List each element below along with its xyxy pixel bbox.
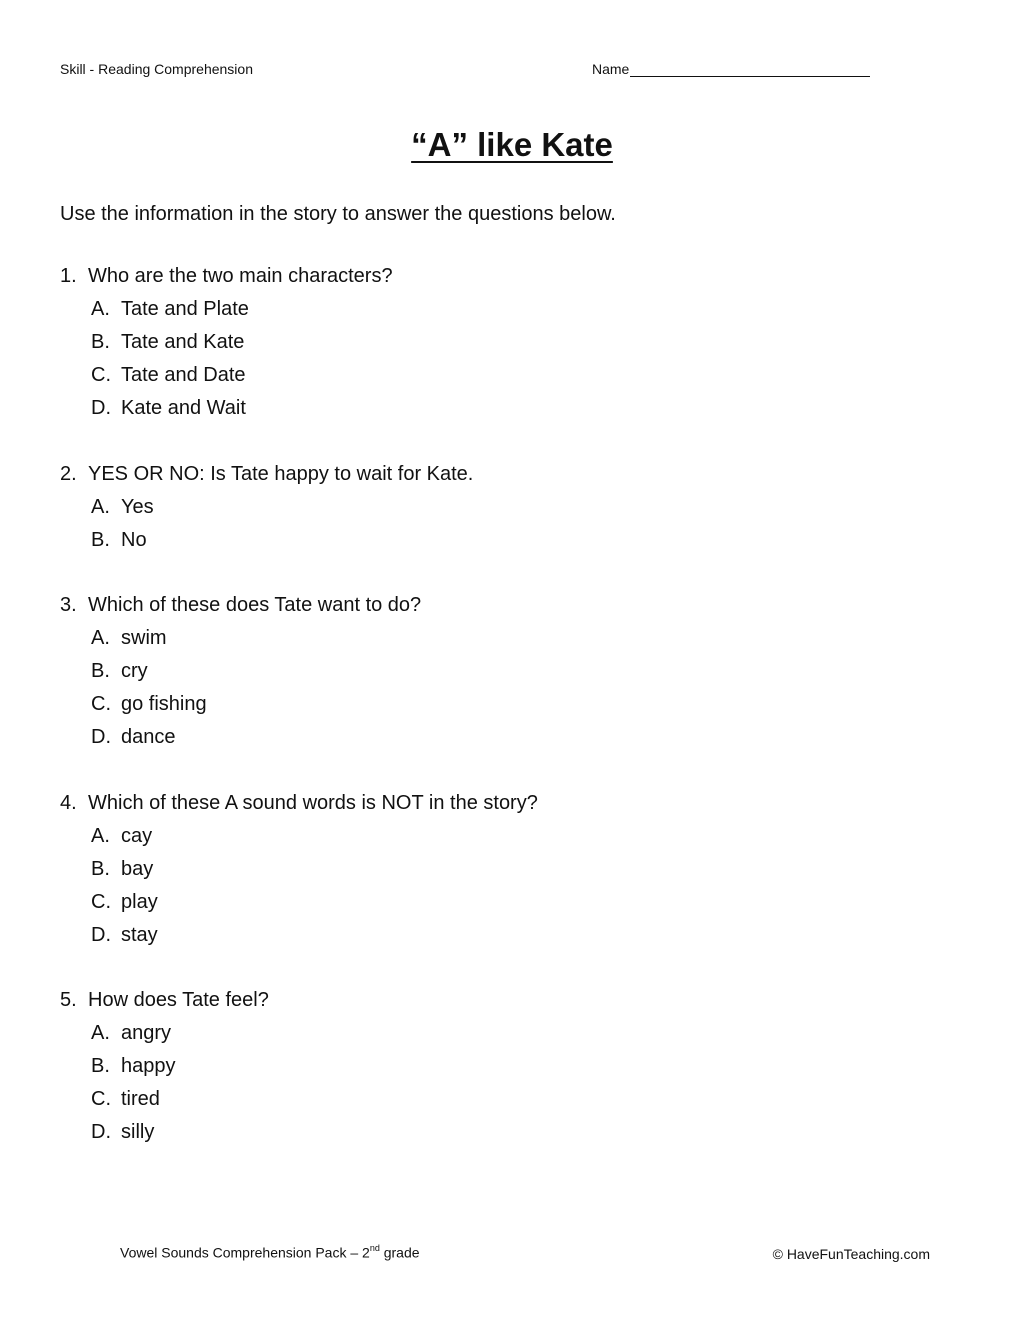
question-text: How does Tate feel?: [88, 989, 269, 1011]
question-prompt: [60, 260, 960, 293]
option-text: bay: [121, 858, 154, 880]
option-text: Tate and Kate: [121, 331, 245, 353]
question-prompt: [60, 589, 960, 622]
footer-grade-text: grade: [379, 1244, 420, 1261]
answer-option: [60, 655, 960, 688]
option-letter: B.: [91, 858, 110, 880]
option-letter: A.: [91, 496, 110, 518]
question-5: [60, 984, 960, 1149]
option-text: Tate and Plate: [121, 298, 249, 320]
option-letter: A.: [91, 825, 110, 847]
option-text: cay: [121, 825, 153, 847]
answer-option: [60, 1050, 960, 1083]
option-letter: D.: [91, 924, 111, 946]
question-number: 1.: [60, 265, 77, 287]
question-text: Who are the two main characters?: [88, 265, 393, 287]
option-letter: A.: [91, 298, 110, 320]
option-letter: D.: [91, 397, 111, 419]
question-1: [60, 260, 960, 425]
question-number: 4.: [60, 792, 77, 814]
question-2: [60, 458, 960, 557]
option-letter: B.: [91, 331, 110, 353]
answer-option: [60, 524, 960, 557]
answer-option: [60, 1017, 960, 1050]
option-text: happy: [121, 1055, 176, 1077]
option-text: No: [121, 529, 147, 551]
question-number: 3.: [60, 594, 77, 616]
header-name-field: [592, 61, 870, 77]
question-prompt: [60, 458, 960, 491]
answer-option: [60, 853, 960, 886]
option-text: cry: [121, 660, 148, 682]
option-text: Yes: [121, 496, 154, 518]
question-text: Which of these A sound words is NOT in the story?: [88, 792, 538, 814]
option-text: stay: [121, 924, 158, 946]
question-text: Which of these does Tate want to do?: [88, 594, 422, 616]
worksheet-title: [0, 126, 1024, 164]
question-number: 2.: [60, 463, 77, 485]
answer-option: [60, 688, 960, 721]
option-text: Tate and Date: [121, 364, 246, 386]
option-letter: B.: [91, 660, 110, 682]
option-letter: D.: [91, 1121, 111, 1143]
option-text: silly: [121, 1121, 155, 1143]
answer-option: [60, 622, 960, 655]
footer-ordinal-suffix: nd: [369, 1243, 380, 1253]
option-text: tired: [121, 1088, 160, 1110]
question-text: YES OR NO: Is Tate happy to wait for Kate.: [88, 463, 474, 485]
option-text: play: [121, 891, 158, 913]
name-label: Name: [592, 61, 630, 77]
option-letter: D.: [91, 726, 111, 748]
option-text: Kate and Wait: [121, 397, 246, 419]
option-letter: B.: [91, 1055, 110, 1077]
title-text: “A” like Kate: [411, 126, 613, 163]
option-text: angry: [121, 1022, 172, 1044]
question-number: 5.: [60, 989, 77, 1011]
answer-option: [60, 1116, 960, 1149]
answer-option: [60, 1083, 960, 1116]
footer-pack-text: Vowel Sounds Comprehension Pack – 2: [120, 1244, 370, 1261]
footer-pack-title: [120, 1244, 420, 1261]
answer-option: [60, 359, 960, 392]
option-letter: A.: [91, 1022, 110, 1044]
answer-option: [60, 721, 960, 754]
answer-option: [60, 919, 960, 952]
answer-option: [60, 491, 960, 524]
name-blank-line: [630, 61, 870, 77]
option-letter: C.: [91, 891, 111, 913]
question-prompt: [60, 787, 960, 820]
header-skill: Skill - Reading Comprehension: [60, 61, 253, 77]
option-letter: C.: [91, 364, 111, 386]
option-letter: A.: [91, 627, 110, 649]
instructions: Use the information in the story to answer the questions below.: [60, 203, 616, 225]
option-letter: C.: [91, 1088, 111, 1110]
answer-option: [60, 293, 960, 326]
option-text: dance: [121, 726, 176, 748]
footer-copyright: © HaveFunTeaching.com: [772, 1246, 930, 1262]
option-letter: C.: [91, 693, 111, 715]
answer-option: [60, 820, 960, 853]
option-text: swim: [121, 627, 167, 649]
question-3: [60, 589, 960, 754]
option-letter: B.: [91, 529, 110, 551]
option-text: go fishing: [121, 693, 207, 715]
question-prompt: [60, 984, 960, 1017]
question-4: [60, 787, 960, 952]
answer-option: [60, 392, 960, 425]
answer-option: [60, 886, 960, 919]
answer-option: [60, 326, 960, 359]
